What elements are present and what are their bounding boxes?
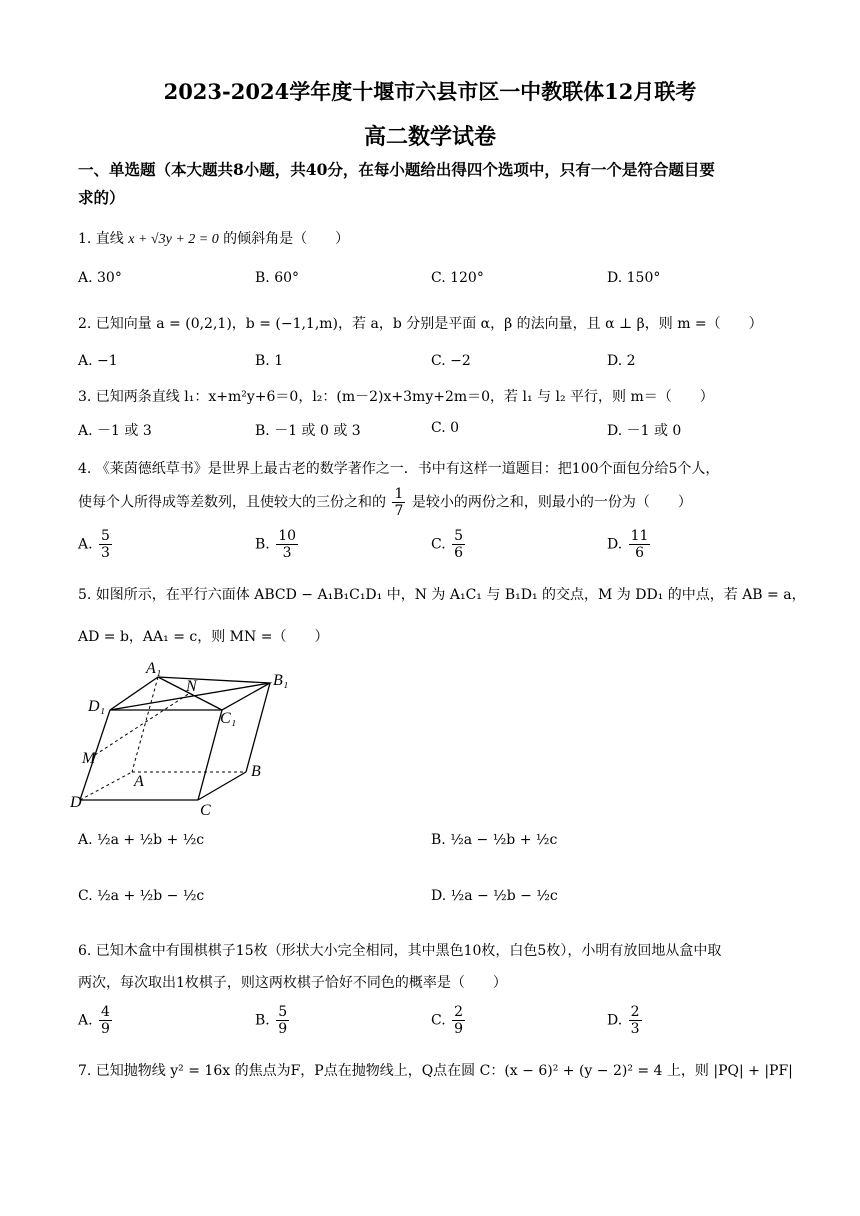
- q6-b-num: 5: [278, 1004, 288, 1020]
- q4-option-d: [607, 528, 652, 561]
- q6-option-b: [255, 1004, 291, 1037]
- q1-expression: x + √3y + 2 = 0: [128, 232, 219, 247]
- q6-option-b-label: B.: [255, 1012, 270, 1029]
- q4-b-den: 3: [282, 545, 292, 561]
- label-a: A: [134, 773, 144, 790]
- question-2: 2. 已知向量 a = (0,2,1)，b = (−1,1,m)，若 a，b 分别是平面 α，β 的法向量，且 α ⊥ β，则 m =（ ）: [78, 316, 763, 332]
- q1-option-d: D. 150°: [607, 270, 661, 286]
- q4-option-c-label: C.: [431, 536, 446, 553]
- q4-d-num: 11: [630, 528, 649, 544]
- q1-option-a: A. 30°: [78, 270, 122, 286]
- edge-cc1: [198, 710, 222, 800]
- section-heading-line2: 求的）: [78, 188, 125, 207]
- q2-option-d: D. 2: [607, 353, 636, 369]
- q4-frac-num: 1: [394, 486, 404, 502]
- hidden-edge-aa1: [132, 677, 158, 772]
- q4-b-num: 10: [278, 528, 297, 544]
- q6-a-den: 9: [101, 1021, 110, 1037]
- q4-option-b: [255, 528, 300, 561]
- q4-d-den: 6: [635, 545, 645, 561]
- section-heading-line1: 一、单选题（本大题共8小题，共40分，在每小题给出得四个选项中，只有一个是符合题目要: [78, 160, 715, 179]
- question-7: 7. 已知抛物线 y² = 16x 的焦点为F，P点在抛物线上，Q点在圆 C：(x − 6)² + (y − 2)² = 4 上，则 |PQ| + |PF|: [78, 1063, 793, 1079]
- q5-option-d: D. ½a − ½b − ½c: [431, 888, 558, 904]
- q1-prefix: 1. 直线: [78, 231, 124, 247]
- q6-option-d-label: D.: [607, 1012, 623, 1029]
- q2-option-c: C. −2: [431, 353, 471, 369]
- label-m: M: [82, 750, 96, 767]
- q6-option-c: [431, 1004, 467, 1037]
- q6-d-num: 2: [630, 1004, 640, 1020]
- q4-line2-end: 是较小的两份之和，则最小的一份为（ ）: [411, 494, 692, 511]
- q6-d-den: 3: [630, 1021, 640, 1037]
- q5-option-a: A. ½a + ½b + ½c: [78, 832, 205, 848]
- question-6-line1: 6. 已知木盒中有围棋棋子15枚（形状大小完全相同，其中黑色10枚，白色5枚），小明有放回地从盒中取: [78, 943, 722, 959]
- q4-c-den: 6: [454, 545, 464, 561]
- question-5-line2: AD = b，AA₁ = c，则 MN =（ ）: [78, 629, 329, 645]
- q4-option-a-label: A.: [78, 536, 93, 553]
- q1-suffix: 的倾斜角是（ ）: [223, 231, 350, 247]
- question-1: [78, 228, 349, 248]
- q1-option-c: C. 120°: [431, 270, 484, 286]
- question-4-line2: [78, 486, 692, 519]
- label-b: B: [251, 763, 261, 780]
- q3-option-b: B. －1 或 0 或 3: [255, 423, 361, 439]
- q4-line2-start: 使每个人所得成等差数列，且使较大的三份之和的: [78, 494, 386, 511]
- q4-a-den: 3: [101, 545, 110, 561]
- q6-c-num: 2: [454, 1004, 464, 1020]
- q3-option-a: A. －1 或 3: [78, 423, 152, 439]
- q3-option-d: D. －1 或 0: [607, 423, 682, 439]
- label-c: C: [200, 802, 211, 819]
- label-a1: A₁: [146, 660, 162, 677]
- q3-option-c: C. 0: [431, 420, 460, 436]
- q6-option-c-label: C.: [431, 1012, 446, 1029]
- question-6-line2: 两次，每次取出1枚棋子，则这两枚棋子恰好不同色的概率是（ ）: [78, 975, 507, 991]
- q2-option-b: B. 1: [255, 353, 284, 369]
- q4-a-num: 5: [101, 528, 110, 544]
- label-d: D: [70, 794, 82, 811]
- q4-c-num: 5: [454, 528, 464, 544]
- q4-frac-den: 7: [394, 503, 404, 519]
- question-4-line1: 4. 《莱茵德纸草书》是世界上最古老的数学著作之一．书中有这样一道题目：把100个面包分给5个人，: [78, 461, 720, 477]
- section-heading: [78, 156, 788, 212]
- parallelepiped-figure: [70, 655, 310, 825]
- exam-title: 2023-2024学年度十堰市六县市区一中教联体12月联考: [163, 79, 697, 104]
- q6-option-a-label: A.: [78, 1012, 93, 1029]
- q5-option-c: C. ½a + ½b − ½c: [78, 888, 205, 904]
- label-c1: C₁: [220, 710, 237, 727]
- q6-a-num: 4: [101, 1004, 110, 1020]
- q6-option-d: [607, 1004, 644, 1037]
- q4-option-b-label: B.: [255, 536, 270, 553]
- q6-option-a: [78, 1004, 114, 1037]
- q4-option-d-label: D.: [607, 536, 623, 553]
- q1-option-b: B. 60°: [255, 270, 300, 286]
- q4-option-c: [431, 528, 467, 561]
- question-5-line1: 5. 如图所示，在平行六面体 ABCD − A₁B₁C₁D₁ 中，N 为 A₁C₁ 与 B₁D₁ 的交点，M 为 DD₁ 的中点，若 AB = a，: [78, 587, 806, 603]
- q2-option-a: A. −1: [78, 353, 118, 369]
- edge-bb1: [246, 683, 270, 772]
- q5-option-b: B. ½a − ½b + ½c: [431, 832, 558, 848]
- edge-cb: [198, 772, 246, 800]
- hidden-segment-mn: [95, 693, 190, 755]
- q4-option-a: [78, 528, 114, 561]
- q4-fraction: [392, 486, 405, 519]
- label-d1: D₁: [88, 698, 106, 715]
- exam-subtitle: 高二数学试卷: [363, 124, 496, 150]
- q6-b-den: 9: [278, 1021, 288, 1037]
- label-b1: B₁: [273, 672, 289, 689]
- question-3: 3. 已知两条直线 l₁：x+m²y+6＝0，l₂：(m－2)x+3my+2m＝0，若 l₁ 与 l₂ 平行，则 m＝（ ）: [78, 389, 714, 405]
- q6-c-den: 9: [454, 1021, 464, 1037]
- label-n: N: [186, 678, 197, 695]
